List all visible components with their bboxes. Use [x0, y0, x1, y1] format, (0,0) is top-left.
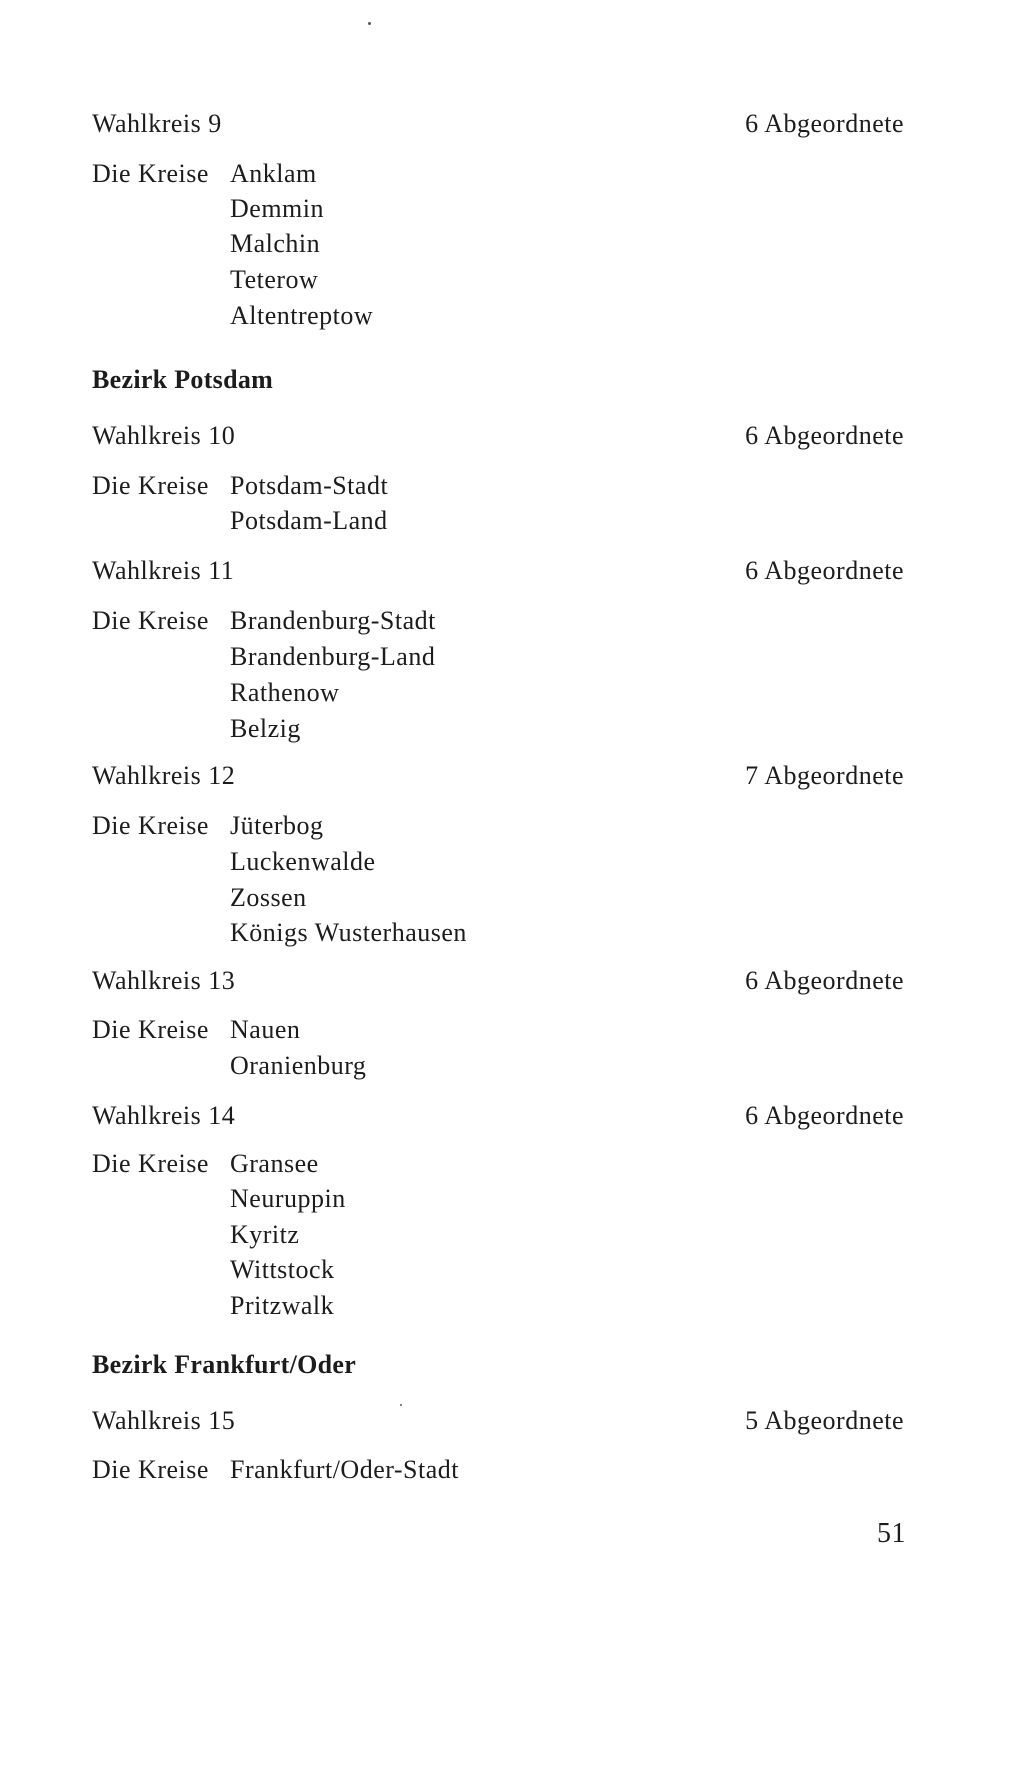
kreis-name: Königs Wusterhausen — [230, 918, 467, 947]
abgeordnete-count: 6 Abgeordnete — [745, 109, 904, 138]
kreise-line — [0, 503, 1024, 539]
abgeordnete-count: 7 Abgeordnete — [745, 761, 904, 790]
kreis-name: Rathenow — [230, 678, 340, 707]
kreise-line — [0, 262, 1024, 298]
wahlkreis-12-header — [0, 758, 1024, 794]
bezirk-heading: Bezirk Frankfurt/Oder — [92, 1350, 357, 1379]
kreise-line — [0, 1252, 1024, 1288]
kreis-name: Nauen — [230, 1015, 301, 1044]
kreise-line — [0, 844, 1024, 880]
kreise-line — [0, 808, 1024, 844]
abgeordnete-count: 6 Abgeordnete — [745, 1101, 904, 1130]
abgeordnete-count: 6 Abgeordnete — [745, 556, 904, 585]
kreise-line — [0, 880, 1024, 916]
wahlkreis-label: Wahlkreis 11 — [92, 556, 235, 585]
kreis-name: Jüterbog — [230, 811, 324, 840]
kreise-line — [0, 191, 1024, 227]
wahlkreis-9-header — [0, 106, 1024, 142]
bezirk-heading: Bezirk Potsdam — [92, 365, 274, 394]
kreis-name: Zossen — [230, 883, 307, 912]
kreis-name: Kyritz — [230, 1220, 300, 1249]
kreis-name: Belzig — [230, 714, 301, 743]
kreis-name: Gransee — [230, 1149, 319, 1178]
kreise-line — [0, 1146, 1024, 1182]
wahlkreis-label: Wahlkreis 12 — [92, 761, 236, 790]
kreise-prefix: Die Kreise — [92, 606, 209, 635]
abgeordnete-count: 6 Abgeordnete — [745, 421, 904, 450]
kreis-name: Malchin — [230, 229, 321, 258]
bezirk-potsdam-heading — [0, 362, 1024, 398]
kreise-line — [0, 1181, 1024, 1217]
kreise-line — [0, 298, 1024, 334]
page-number: 51 — [877, 1518, 906, 1549]
kreis-name: Neuruppin — [230, 1184, 346, 1213]
abgeordnete-count: 6 Abgeordnete — [745, 966, 904, 995]
kreise-line — [0, 711, 1024, 747]
kreis-name: Brandenburg-Stadt — [230, 606, 436, 635]
kreis-name: Teterow — [230, 265, 319, 294]
kreis-name: Potsdam-Land — [230, 506, 388, 535]
kreise-line — [0, 675, 1024, 711]
kreis-name: Luckenwalde — [230, 847, 376, 876]
bezirk-frankfurt-heading — [0, 1347, 1024, 1383]
kreise-line — [0, 1452, 1024, 1488]
kreis-name: Altentreptow — [230, 301, 374, 330]
kreise-line — [0, 156, 1024, 192]
kreise-line — [0, 603, 1024, 639]
kreis-name: Wittstock — [230, 1255, 335, 1284]
kreise-prefix: Die Kreise — [92, 159, 209, 188]
kreise-line — [0, 1048, 1024, 1084]
kreis-name: Oranienburg — [230, 1051, 367, 1080]
wahlkreis-label: Wahlkreis 13 — [92, 966, 236, 995]
kreis-name: Demmin — [230, 194, 324, 223]
wahlkreis-13-header — [0, 963, 1024, 999]
kreise-line — [0, 915, 1024, 951]
kreis-name: Potsdam-Stadt — [230, 471, 389, 500]
wahlkreis-10-header — [0, 418, 1024, 454]
kreise-line — [0, 1288, 1024, 1324]
kreis-name: Brandenburg-Land — [230, 642, 436, 671]
kreis-name: Anklam — [230, 159, 317, 188]
kreis-name: Pritzwalk — [230, 1291, 335, 1320]
kreise-prefix: Die Kreise — [92, 471, 209, 500]
wahlkreis-label: Wahlkreis 10 — [92, 421, 236, 450]
wahlkreis-label: Wahlkreis 15 — [92, 1406, 236, 1435]
kreise-line — [0, 1012, 1024, 1048]
kreise-line — [0, 468, 1024, 504]
abgeordnete-count: 5 Abgeordnete — [745, 1406, 904, 1435]
wahlkreis-label: Wahlkreis 9 — [92, 109, 222, 138]
kreise-line — [0, 1217, 1024, 1253]
kreis-name: Frankfurt/Oder-Stadt — [230, 1455, 459, 1484]
wahlkreis-label: Wahlkreis 14 — [92, 1101, 236, 1130]
kreise-prefix: Die Kreise — [92, 1455, 209, 1484]
kreise-prefix: Die Kreise — [92, 1015, 209, 1044]
wahlkreis-15-header — [0, 1403, 1024, 1439]
wahlkreis-11-header — [0, 553, 1024, 589]
kreise-prefix: Die Kreise — [92, 811, 209, 840]
kreise-line — [0, 226, 1024, 262]
wahlkreis-14-header — [0, 1098, 1024, 1134]
kreise-prefix: Die Kreise — [92, 1149, 209, 1178]
scan-speck — [368, 22, 371, 25]
kreise-line — [0, 639, 1024, 675]
